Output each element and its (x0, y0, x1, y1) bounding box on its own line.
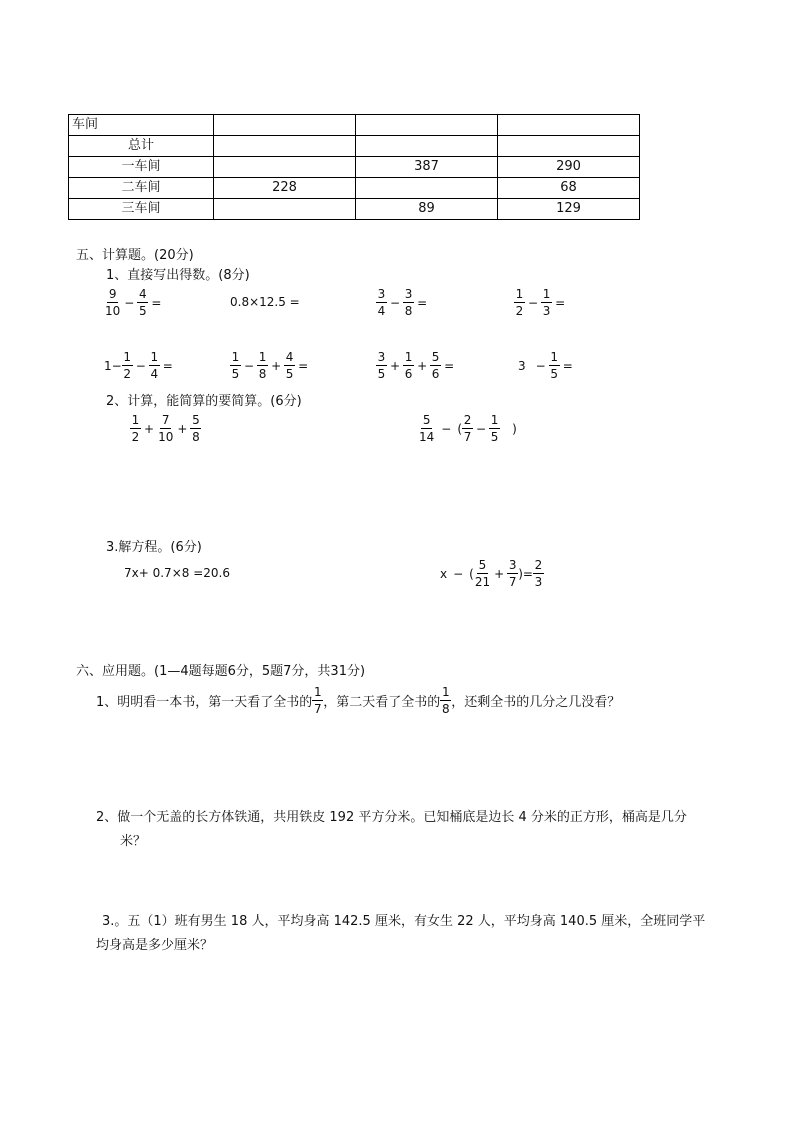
numerator: 7 (161, 413, 170, 427)
denominator: 3 (534, 575, 543, 589)
table-row (69, 178, 640, 199)
table-cell (214, 199, 356, 220)
right-paren: ) (512, 421, 517, 436)
section5-title: 五、计算题。(20分) (76, 248, 194, 263)
numerator: 5 (192, 413, 200, 427)
expr-1c (376, 286, 430, 319)
denominator: 7 (508, 575, 517, 589)
numerator: 3 (377, 287, 386, 301)
table-cell (356, 178, 498, 199)
denominator: 8 (258, 367, 267, 381)
operator: + (177, 421, 188, 436)
operator: − (441, 421, 452, 436)
numerator: 3 (377, 350, 386, 364)
denominator: 6 (404, 367, 413, 381)
operator: − (528, 295, 539, 310)
fraction (130, 412, 141, 445)
denominator: 8 (404, 304, 413, 318)
part1-title: 1、直接写出得数。(8分) (106, 268, 250, 283)
numerator: 1 (490, 413, 499, 427)
table-cell (356, 115, 498, 136)
equals: = (562, 358, 573, 373)
left-paren: ( (469, 566, 474, 581)
denominator: 10 (105, 304, 121, 318)
fraction (418, 412, 435, 445)
denominator: 4 (377, 304, 386, 318)
operator: + (494, 566, 505, 581)
denominator: 8 (192, 430, 200, 444)
question-text: 1、明明看一本书，第一天看了全书的 (96, 695, 313, 710)
denominator: 5 (285, 367, 294, 381)
expr-1g (376, 349, 457, 382)
table-cell (214, 115, 356, 136)
equals: = (298, 358, 309, 373)
equation-a: 7x+ 0.7×8 =20.6 (124, 566, 230, 580)
operator: + (271, 358, 282, 373)
table-cell: 89 (356, 199, 498, 220)
variable: x (440, 566, 448, 581)
fraction (489, 412, 500, 445)
equals: = (417, 295, 428, 310)
operator: + (417, 358, 428, 373)
left-paren: ( (457, 421, 463, 436)
denominator: 4 (150, 367, 159, 381)
question-3-line1: 3.。五（1）班有男生 18 人，平均身高 142.5 厘米，有女生 22 人，平均身高 140.5 厘米，全班同学平 (102, 914, 706, 929)
numerator: 1 (550, 350, 559, 364)
question-1 (96, 684, 620, 717)
table-row (69, 136, 640, 157)
operator: − (390, 295, 401, 310)
fraction (376, 286, 387, 319)
fraction (507, 557, 518, 590)
fraction (440, 684, 451, 717)
numerator: 2 (534, 558, 543, 572)
table-cell: 二车间 (69, 178, 214, 199)
operator: − (124, 295, 135, 310)
equals: = (444, 358, 455, 373)
table-cell: 总计 (69, 136, 214, 157)
question-text: ，还剩全书的几分之几没看？ (451, 695, 621, 710)
expr-1d (514, 286, 568, 319)
part3-title: 3.解方程。(6分) (106, 540, 202, 555)
denominator: 5 (377, 367, 386, 381)
numerator: 5 (431, 350, 440, 364)
numerator: 1 (404, 350, 413, 364)
table-cell (498, 136, 640, 157)
numerator: 4 (285, 350, 294, 364)
table-cell: 387 (356, 157, 498, 178)
fraction (149, 349, 160, 382)
fraction (122, 349, 133, 382)
denominator: 10 (158, 430, 174, 444)
fraction (474, 557, 491, 590)
numerator: 3 (508, 558, 517, 572)
numerator: 1 (150, 350, 159, 364)
fraction (104, 286, 121, 319)
leading-term: 1− (104, 358, 122, 373)
operator: + (390, 358, 401, 373)
fraction (284, 349, 295, 382)
denominator: 14 (419, 430, 435, 444)
denominator: 6 (431, 367, 440, 381)
leading-term: 3 (518, 358, 526, 373)
table-cell: 68 (498, 178, 640, 199)
denominator: 21 (474, 575, 491, 589)
numerator: 1 (131, 413, 140, 427)
fraction (514, 286, 525, 319)
operator: − (476, 421, 487, 436)
numerator: 1 (542, 287, 551, 301)
numerator: 1 (123, 350, 132, 364)
table-row (69, 157, 640, 178)
expr-1e (104, 349, 176, 382)
fraction (137, 286, 148, 319)
denominator: 2 (131, 430, 140, 444)
numerator: 1 (258, 350, 267, 364)
table-cell: 车间 (69, 115, 214, 136)
numerator: 2 (463, 413, 472, 427)
workshop-table (68, 114, 640, 220)
denominator: 5 (550, 367, 559, 381)
numerator: 4 (139, 287, 147, 301)
question-text: ，第二天看了全书的 (323, 695, 441, 710)
fraction (230, 349, 241, 382)
right-paren-equals: )= (518, 566, 533, 581)
denominator: 2 (515, 304, 524, 318)
denominator: 7 (313, 702, 322, 716)
fraction (190, 412, 201, 445)
operator: − (453, 566, 464, 581)
table-cell: 228 (214, 178, 356, 199)
equals: = (555, 295, 566, 310)
fraction (157, 412, 174, 445)
fraction (403, 286, 414, 319)
fraction (462, 412, 473, 445)
equals: = (151, 295, 162, 310)
fraction (549, 349, 560, 382)
fraction (430, 349, 441, 382)
operator: − (135, 358, 146, 373)
table-cell: 一车间 (69, 157, 214, 178)
numerator: 1 (231, 350, 240, 364)
denominator: 2 (123, 367, 132, 381)
equation-b (440, 557, 544, 590)
expr-2a (130, 412, 201, 445)
operator: − (244, 358, 255, 373)
table-cell (214, 136, 356, 157)
denominator: 5 (490, 430, 499, 444)
equals: = (162, 358, 173, 373)
numerator: 9 (108, 287, 117, 301)
fraction (376, 349, 387, 382)
table-cell (214, 157, 356, 178)
numerator: 5 (422, 413, 431, 427)
question-3-line2: 均身高是多少厘米？ (96, 938, 214, 953)
table-row (69, 115, 640, 136)
table-row (69, 199, 640, 220)
fraction (403, 349, 414, 382)
table-cell (498, 115, 640, 136)
fraction (533, 557, 544, 590)
table-cell (356, 136, 498, 157)
part2-title: 2、计算，能简算的要简算。(6分) (106, 394, 302, 409)
table-cell: 129 (498, 199, 640, 220)
expr-1f (230, 349, 311, 382)
denominator: 8 (441, 702, 450, 716)
table-cell: 290 (498, 157, 640, 178)
expr-2b (418, 412, 517, 445)
numerator: 3 (404, 287, 413, 301)
expr-1b: 0.8×12.5 = (230, 295, 300, 309)
denominator: 5 (139, 304, 147, 318)
numerator: 1 (441, 685, 450, 699)
denominator: 5 (231, 367, 240, 381)
denominator: 3 (542, 304, 551, 318)
operator: + (144, 421, 155, 436)
question-2-line1: 2、做一个无盖的长方体铁通，共用铁皮 192 平方分米。已知桶底是边长 4 分米的正方形，桶高是几分 (96, 810, 687, 825)
fraction (257, 349, 268, 382)
operator: − (535, 358, 546, 373)
expr-1h (518, 349, 576, 382)
denominator: 7 (463, 430, 472, 444)
fraction (312, 684, 323, 717)
fraction (541, 286, 552, 319)
numerator: 1 (313, 685, 322, 699)
table-cell: 三车间 (69, 199, 214, 220)
numerator: 5 (478, 558, 487, 572)
expr-1a (104, 286, 164, 319)
numerator: 1 (515, 287, 524, 301)
section6-title: 六、应用题。(1—4题每题6分，5题7分，共31分) (76, 664, 366, 679)
question-2-line2: 米？ (120, 834, 147, 849)
